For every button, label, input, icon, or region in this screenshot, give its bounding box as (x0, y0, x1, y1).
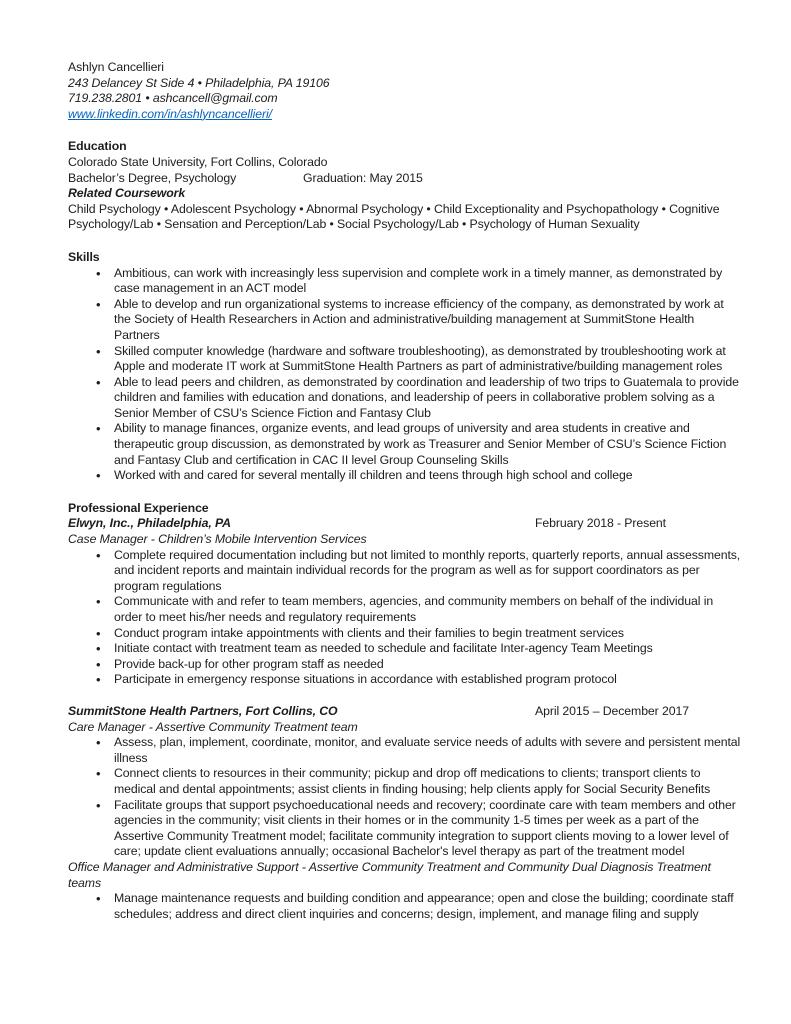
job-role-title: Office Manager and Administrative Support - Assertive Community Treatment and Community Dual Diagnosis Treatment teams (68, 859, 711, 890)
job-bullet-list (68, 735, 741, 860)
experience-heading: Professional Experience (68, 500, 209, 515)
skills-section (68, 250, 741, 484)
linkedin-line (68, 107, 741, 123)
job-company: SummitStone Health Partners, Fort Collins, CO (68, 703, 338, 718)
education-graduation: Graduation: May 2015 (303, 170, 423, 185)
job-bullet-list (68, 548, 741, 688)
job-bullet: • Facilitate groups that support psychoeducational needs and recovery; coordinate care with team members and other agencies in the community; visit clients in their homes or in the community 1-5 times per week as a part of the Assertive Community Treatment model; facilitate community integration to support clients moving to a lower level of care; update client evaluations annually; occasional Bachelor's level therapy as part of the treatment model (68, 798, 741, 860)
job-bullet: • Manage maintenance requests and building condition and appearance; open and close the building; coordinate staff schedules; address and direct client inquiries and concerns; design, implement, and manage filing and supply (68, 891, 741, 922)
skill-item: • Worked with and cared for several mentally ill children and teens through high school and college (68, 468, 741, 484)
job-elwyn (68, 516, 741, 688)
job-bullet: • Conduct program intake appointments with clients and their families to begin treatment services (68, 626, 741, 642)
education-heading: Education (68, 139, 127, 154)
job-bullet: • Provide back-up for other program staff as needed (68, 657, 741, 673)
job-role-title: Case Manager - Children’s Mobile Intervention Services (68, 532, 367, 547)
job-company-line (68, 516, 741, 532)
job-dates: February 2018 - Present (535, 516, 666, 531)
education-degree-line (68, 171, 741, 187)
job-company: Elwyn, Inc., Philadelphia, PA (68, 516, 231, 531)
skill-item: • Able to develop and run organizational systems to increase efficiency of the company, as demonstrated by work at the Society of Health Researchers in Action and administrative/building management at SummitStone Health Partners (68, 297, 741, 344)
job-bullet: • Connect clients to resources in their community; pickup and drop off medications to clients; transport clients to medical and dental appointments; assist clients in finding housing; help clients apply for Social Security Benefits (68, 766, 741, 797)
job-bullet: • Initiate contact with treatment team as needed to schedule and facilitate Inter-agency Team Meetings (68, 641, 741, 657)
skill-item: • Ambitious, can work with increasingly less supervision and complete work in a timely manner, as demonstrated by case management in an ACT model (68, 266, 741, 297)
person-name: Ashlyn Cancellieri (68, 60, 164, 74)
job-dates: April 2015 – December 2017 (535, 703, 689, 718)
education-school: Colorado State University, Fort Collins, Colorado (68, 154, 328, 169)
coursework-heading: Related Coursework (68, 186, 186, 201)
job-bullet: • Complete required documentation including but not limited to monthly reports, quarterly reports, annual assessments, and incident reports and maintain individual records for the program as well as for support coordinators as per program regulations (68, 548, 741, 595)
job-bullet: • Communicate with and refer to team members, agencies, and community members on behalf of the individual in order to meet his/her needs and regulatory requirements (68, 594, 741, 625)
coursework-list: Child Psychology • Adolescent Psychology • Abnormal Psychology • Child Exceptionality and Psychopathology • Cognitive Psychology/Lab • Sensation and Perception/Lab • Social Psychology/Lab • Psychology of Human Sexuality (68, 201, 720, 232)
header-contact-block (68, 60, 741, 122)
education-degree: Bachelor’s Degree, Psychology (68, 170, 237, 185)
job-bullet-list (68, 891, 741, 922)
job-role-title: Care Manager - Assertive Community Treatment team (68, 719, 358, 734)
skills-list (68, 266, 741, 484)
job-bullet: • Assess, plan, implement, coordinate, monitor, and evaluate service needs of adults with severe and persistent mental illness (68, 735, 741, 766)
skill-item: • Able to lead peers and children, as demonstrated by coordination and leadership of two trips to Guatemala to provide children and families with education and donations, and leadership of peers in collaborative problem solving as a Senior Member of CSU’s Science Fiction and Fantasy Club (68, 375, 741, 422)
education-section (68, 139, 741, 233)
address-line: 243 Delancey St Side 4 • Philadelphia, PA 19106 (68, 75, 330, 90)
skill-item: • Skilled computer knowledge (hardware and software troubleshooting), as demonstrated by troubleshooting work at Apple and moderate IT work at SummitStone Health Partners as part of administrative/building management roles (68, 344, 741, 375)
job-company-line (68, 704, 741, 720)
phone-email-line: 719.238.2801 • ashcancell@gmail.com (68, 91, 278, 106)
skill-item: • Ability to manage finances, organize events, and lead groups of university and area students in creative and therapeutic group discussion, as demonstrated by work as Treasurer and Senior Member of CSU’s Science Fiction and Fantasy Club and certification in CAC II level Group Counseling Skills (68, 421, 741, 468)
linkedin-link[interactable]: www.linkedin.com/in/ashlyncancellieri/ (68, 106, 272, 121)
experience-section (68, 501, 741, 922)
skills-heading: Skills (68, 249, 100, 264)
job-bullet: • Participate in emergency response situations in accordance with established program protocol (68, 672, 741, 688)
job-summitstone (68, 704, 741, 922)
